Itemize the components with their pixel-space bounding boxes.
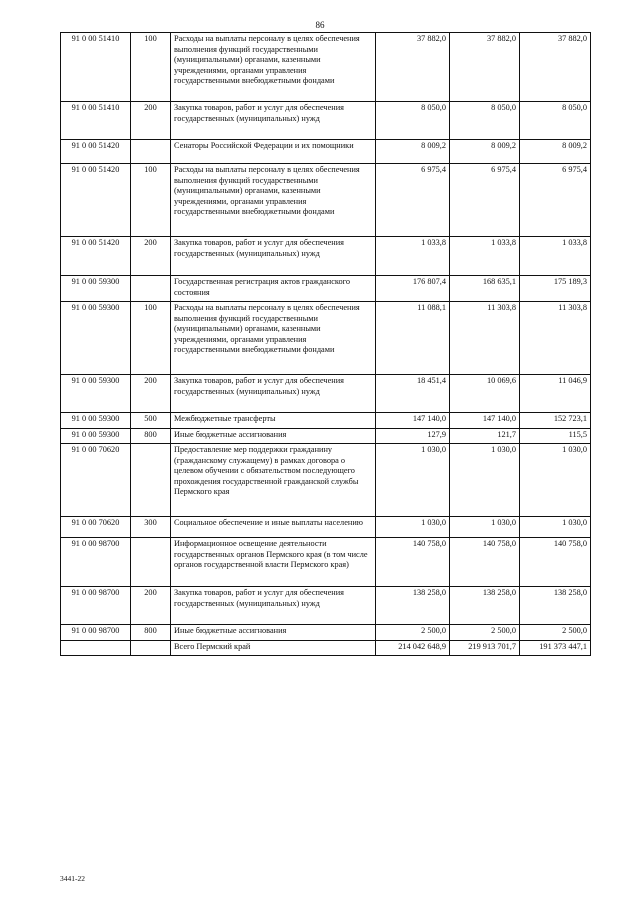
- row-name: Информационное освещение деятельности государственных органов Пермского края (в том числе органов государственной власти Пермского края): [171, 538, 376, 587]
- row-code: 91 0 00 98700: [61, 625, 131, 641]
- row-value-year-2: 8 050,0: [450, 102, 520, 140]
- table-row: [61, 428, 591, 444]
- row-name: Закупка товаров, работ и услуг для обеспечения государственных (муниципальных) нужд: [171, 102, 376, 140]
- row-value-year-2: 11 303,8: [450, 302, 520, 375]
- row-value-year-3: 1 030,0: [520, 517, 591, 538]
- table-row: [61, 587, 591, 625]
- row-value-year-1: 11 088,1: [376, 302, 450, 375]
- row-value-year-3: 140 758,0: [520, 538, 591, 587]
- row-name: Закупка товаров, работ и услуг для обеспечения государственных (муниципальных) нужд: [171, 375, 376, 413]
- row-expense-type: 200: [131, 102, 171, 140]
- budget-table-body: [61, 33, 591, 656]
- row-value-year-2: 219 913 701,7: [450, 640, 520, 656]
- table-row: [61, 102, 591, 140]
- table-row: [61, 33, 591, 102]
- table-row: [61, 538, 591, 587]
- row-name: Расходы на выплаты персоналу в целях обеспечения выполнения функций государственными (муниципальными) органами, казенными учреждениями, органами управления государственными внебюджетными фондами: [171, 33, 376, 102]
- row-value-year-3: 115,5: [520, 428, 591, 444]
- row-value-year-1: 214 042 648,9: [376, 640, 450, 656]
- row-value-year-1: 2 500,0: [376, 625, 450, 641]
- row-expense-type: 300: [131, 517, 171, 538]
- row-value-year-2: 2 500,0: [450, 625, 520, 641]
- table-row: [61, 164, 591, 237]
- row-expense-type: [131, 140, 171, 164]
- table-row: [61, 375, 591, 413]
- row-name: Межбюджетные трансферты: [171, 413, 376, 429]
- row-code: [61, 640, 131, 656]
- row-value-year-1: 37 882,0: [376, 33, 450, 102]
- row-value-year-2: 8 009,2: [450, 140, 520, 164]
- row-value-year-1: 138 258,0: [376, 587, 450, 625]
- row-name: Расходы на выплаты персоналу в целях обеспечения выполнения функций государственными (муниципальными) органами, казенными учреждениями, органами управления государственными внебюджетными фондами: [171, 164, 376, 237]
- row-name: Иные бюджетные ассигнования: [171, 625, 376, 641]
- row-value-year-2: 10 069,6: [450, 375, 520, 413]
- row-value-year-2: 138 258,0: [450, 587, 520, 625]
- row-value-year-2: 1 030,0: [450, 444, 520, 517]
- row-value-year-1: 6 975,4: [376, 164, 450, 237]
- row-code: 91 0 00 59300: [61, 276, 131, 302]
- table-row: [61, 517, 591, 538]
- row-expense-type: 200: [131, 375, 171, 413]
- row-name: Предоставление мер поддержки гражданину (гражданскому служащему) в рамках договора о целевом обучении с обязательством последующего прохождения государственной гражданской службы Пермского края: [171, 444, 376, 517]
- row-value-year-3: 11 303,8: [520, 302, 591, 375]
- row-value-year-1: 8 009,2: [376, 140, 450, 164]
- row-value-year-3: 8 050,0: [520, 102, 591, 140]
- row-value-year-3: 138 258,0: [520, 587, 591, 625]
- row-expense-type: [131, 444, 171, 517]
- row-value-year-1: 176 807,4: [376, 276, 450, 302]
- row-value-year-2: 1 030,0: [450, 517, 520, 538]
- row-value-year-3: 191 373 447,1: [520, 640, 591, 656]
- row-value-year-3: 8 009,2: [520, 140, 591, 164]
- row-value-year-1: 147 140,0: [376, 413, 450, 429]
- row-value-year-3: 2 500,0: [520, 625, 591, 641]
- row-value-year-2: 147 140,0: [450, 413, 520, 429]
- table-row: [61, 140, 591, 164]
- row-value-year-2: 1 033,8: [450, 237, 520, 276]
- row-expense-type: 500: [131, 413, 171, 429]
- budget-table: [60, 32, 591, 656]
- row-name: Сенаторы Российской Федерации и их помощники: [171, 140, 376, 164]
- row-code: 91 0 00 70620: [61, 444, 131, 517]
- row-code: 91 0 00 98700: [61, 538, 131, 587]
- row-name: Закупка товаров, работ и услуг для обеспечения государственных (муниципальных) нужд: [171, 587, 376, 625]
- row-expense-type: 100: [131, 302, 171, 375]
- row-value-year-2: 37 882,0: [450, 33, 520, 102]
- row-expense-type: [131, 276, 171, 302]
- row-expense-type: 800: [131, 428, 171, 444]
- row-value-year-3: 1 030,0: [520, 444, 591, 517]
- row-name: Всего Пермский край: [171, 640, 376, 656]
- row-value-year-1: 1 030,0: [376, 444, 450, 517]
- row-value-year-2: 6 975,4: [450, 164, 520, 237]
- row-value-year-1: 1 033,8: [376, 237, 450, 276]
- row-value-year-3: 37 882,0: [520, 33, 591, 102]
- row-name: Социальное обеспечение и иные выплаты населению: [171, 517, 376, 538]
- row-value-year-1: 140 758,0: [376, 538, 450, 587]
- row-value-year-2: 121,7: [450, 428, 520, 444]
- row-value-year-2: 140 758,0: [450, 538, 520, 587]
- footer-document-code: 3441-22: [60, 874, 85, 883]
- row-code: 91 0 00 51420: [61, 140, 131, 164]
- row-name: Расходы на выплаты персоналу в целях обеспечения выполнения функций государственными (муниципальными) органами, казенными учреждениями, органами управления государственными внебюджетными фондами: [171, 302, 376, 375]
- row-code: 91 0 00 59300: [61, 413, 131, 429]
- row-expense-type: [131, 538, 171, 587]
- table-row: [61, 625, 591, 641]
- row-code: 91 0 00 51410: [61, 102, 131, 140]
- row-value-year-3: 152 723,1: [520, 413, 591, 429]
- table-row: [61, 640, 591, 656]
- table-row: [61, 444, 591, 517]
- row-code: 91 0 00 59300: [61, 302, 131, 375]
- table-row: [61, 237, 591, 276]
- row-expense-type: [131, 640, 171, 656]
- row-value-year-3: 6 975,4: [520, 164, 591, 237]
- row-code: 91 0 00 51420: [61, 237, 131, 276]
- row-expense-type: 100: [131, 33, 171, 102]
- row-code: 91 0 00 70620: [61, 517, 131, 538]
- row-name: Государственная регистрация актов гражданского состояния: [171, 276, 376, 302]
- row-code: 91 0 00 59300: [61, 428, 131, 444]
- row-name: Иные бюджетные ассигнования: [171, 428, 376, 444]
- row-value-year-3: 1 033,8: [520, 237, 591, 276]
- row-value-year-3: 11 046,9: [520, 375, 591, 413]
- row-code: 91 0 00 59300: [61, 375, 131, 413]
- row-code: 91 0 00 51420: [61, 164, 131, 237]
- row-name: Закупка товаров, работ и услуг для обеспечения государственных (муниципальных) нужд: [171, 237, 376, 276]
- row-code: 91 0 00 51410: [61, 33, 131, 102]
- row-expense-type: 100: [131, 164, 171, 237]
- row-value-year-1: 8 050,0: [376, 102, 450, 140]
- page-number: 86: [315, 20, 325, 30]
- row-value-year-1: 18 451,4: [376, 375, 450, 413]
- row-value-year-3: 175 189,3: [520, 276, 591, 302]
- row-value-year-1: 1 030,0: [376, 517, 450, 538]
- row-expense-type: 800: [131, 625, 171, 641]
- row-expense-type: 200: [131, 587, 171, 625]
- table-row: [61, 413, 591, 429]
- table-row: [61, 302, 591, 375]
- row-code: 91 0 00 98700: [61, 587, 131, 625]
- row-expense-type: 200: [131, 237, 171, 276]
- row-value-year-1: 127,9: [376, 428, 450, 444]
- row-value-year-2: 168 635,1: [450, 276, 520, 302]
- table-row: [61, 276, 591, 302]
